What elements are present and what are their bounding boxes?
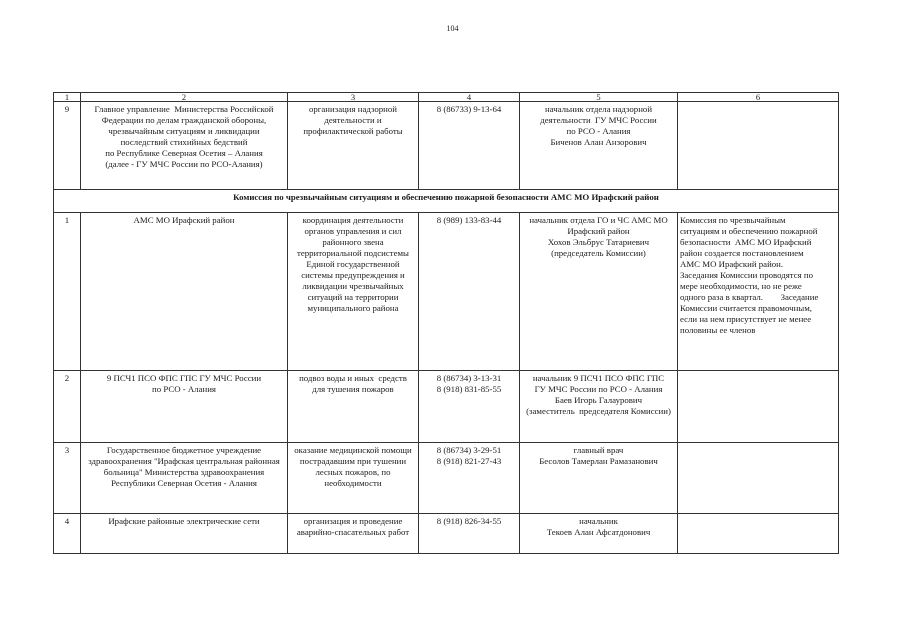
row-number-cell: 3	[54, 443, 81, 514]
function-cell	[288, 443, 419, 514]
row-number-cell: 1	[54, 213, 81, 371]
contact-line: ГУ МЧС России по РСО - Алания	[534, 384, 663, 394]
notes-cell	[678, 371, 839, 443]
column-number: 4	[419, 93, 520, 102]
phone-cell	[419, 102, 520, 190]
organization-line: чрезвычайным ситуациям и ликвидации	[108, 126, 260, 136]
organization-line: последствий стихийных бедствий	[120, 137, 248, 147]
notes-line: Комиссия по чрезвычайным	[680, 215, 786, 225]
phone-cell	[419, 514, 520, 554]
organization-cell	[81, 514, 288, 554]
row-number-cell: 9	[54, 102, 81, 190]
notes-line: одного раза в квартал. Заседание	[680, 292, 819, 302]
notes-cell	[678, 443, 839, 514]
organization-line: больница" Министерства здравоохранения	[103, 467, 265, 477]
contact-cell	[520, 443, 678, 514]
row-number-cell: 4	[54, 514, 81, 554]
function-line: оказание медицинской помощи	[294, 445, 412, 455]
organization-line: Государственное бюджетное учреждение	[106, 445, 262, 455]
function-cell	[288, 102, 419, 190]
column-number: 6	[678, 93, 839, 102]
contact-line: (заместитель председателя Комиссии)	[526, 406, 671, 416]
contact-line: начальник отдела надзорной	[544, 104, 653, 114]
function-line: для тушения пожаров	[312, 384, 394, 394]
function-line: пострадавшим при тушении	[299, 456, 407, 466]
phone-cell	[419, 213, 520, 371]
row-number-cell: 2	[54, 371, 81, 443]
organization-cell	[81, 213, 288, 371]
contact-cell	[520, 102, 678, 190]
function-line: территориальной подсистемы	[297, 248, 409, 258]
contact-line: Хохов Эльбрус Татариевич	[547, 237, 650, 247]
function-line: подвоз воды и иных средств	[299, 373, 407, 383]
organization-line: Республики Северная Осетия - Алания	[111, 478, 257, 488]
function-line: аварийно-спасательных работ	[296, 527, 410, 537]
phone-line: 8 (86734) 3-13-31	[436, 373, 502, 383]
contact-line: (председатель Комиссии)	[551, 248, 646, 258]
contact-line: Биченов Алан Анзорович	[550, 137, 647, 147]
organization-cell	[81, 102, 288, 190]
function-line: органов управления и сил	[304, 226, 402, 236]
contact-line: главный врач	[573, 445, 624, 455]
notes-line: Комиссии считается правомочным,	[680, 303, 812, 313]
column-number-row	[54, 93, 839, 102]
function-line: деятельности и	[324, 115, 382, 125]
function-line: районного звена	[322, 237, 384, 247]
table-body	[54, 102, 839, 554]
organization-line: АМС МО Ирафский район	[133, 215, 235, 225]
organization-cell	[81, 371, 288, 443]
contact-line: Баев Игорь Галаурович	[554, 395, 643, 405]
phone-line: 8 (989) 133-83-44	[436, 215, 502, 225]
phone-line: 8 (86733) 9-13-64	[436, 104, 502, 114]
column-number: 5	[520, 93, 678, 102]
function-line: системы предупреждения и	[301, 270, 405, 280]
contact-line: начальник 9 ПСЧ1 ПСО ФПС ГПС	[532, 373, 665, 383]
contact-cell	[520, 371, 678, 443]
phone-line: 8 (918) 826-34-55	[436, 516, 502, 526]
column-number: 3	[288, 93, 419, 102]
contact-line: начальник	[579, 516, 618, 526]
function-line: Единой государственной	[306, 259, 400, 269]
notes-cell	[678, 514, 839, 554]
function-line: ликвидации чрезвычайных	[302, 281, 404, 291]
notes-line: если на нем присутствует не менее	[680, 314, 812, 324]
function-cell	[288, 213, 419, 371]
notes-cell	[678, 102, 839, 190]
organization-line: (далее - ГУ МЧС России по РСО-Алания)	[105, 159, 263, 169]
notes-cell	[678, 213, 839, 371]
phone-cell	[419, 443, 520, 514]
section-title: Комиссия по чрезвычайным ситуациям и обеспечению пожарной безопасности АМС МО Ирафский район	[54, 190, 839, 213]
function-line: необходимости	[324, 478, 382, 488]
contact-cell	[520, 213, 678, 371]
table-row	[54, 102, 839, 190]
notes-line: мере необходимости, но не реже	[680, 281, 802, 291]
notes-line: ситуациям и обеспечению пожарной	[680, 226, 818, 236]
contact-line: Ирафский район	[567, 226, 630, 236]
phone-cell	[419, 371, 520, 443]
phone-line: 8 (918) 831-85-55	[436, 384, 502, 394]
notes-line: АМС МО Ирафский район.	[680, 259, 784, 269]
function-line: координация деятельности	[302, 215, 404, 225]
function-line: лесных пожаров, по	[315, 467, 391, 477]
contact-line: деятельности ГУ МЧС России	[540, 115, 657, 125]
contact-line: по РСО - Алания	[566, 126, 631, 136]
contact-line: начальник отдела ГО и ЧС АМС МО	[529, 215, 668, 225]
table-row	[54, 371, 839, 443]
section-header-row	[54, 190, 839, 213]
contact-line: Текоев Алан Афсатдонович	[546, 527, 651, 537]
notes-line: Заседания Комиссии проводятся по	[680, 270, 813, 280]
phone-line: 8 (86734) 3-29-51	[436, 445, 502, 455]
contact-cell	[520, 514, 678, 554]
function-line: организация и проведение	[303, 516, 403, 526]
table-row	[54, 213, 839, 371]
organization-line: Федерации по делам гражданской обороны,	[101, 115, 267, 125]
notes-line: половины ее членов	[680, 325, 756, 335]
phone-line: 8 (918) 821-27-43	[436, 456, 502, 466]
organization-cell	[81, 443, 288, 514]
organization-line: Главное управление Министерства Российской	[94, 104, 274, 114]
column-number: 2	[81, 93, 288, 102]
table-row	[54, 514, 839, 554]
page-number: 104	[446, 24, 459, 33]
organization-line: 9 ПСЧ1 ПСО ФПС ГПС ГУ МЧС России	[106, 373, 262, 383]
organization-line: по РСО - Алания	[152, 384, 216, 394]
notes-line: район создается постановлением	[680, 248, 804, 258]
table-row	[54, 443, 839, 514]
function-line: муниципального района	[307, 303, 399, 313]
notes-line: безопасности АМС МО Ирафский	[680, 237, 812, 247]
function-line: ситуаций на территории	[307, 292, 399, 302]
contact-line: Бесолов Тамерлан Рамазанович	[539, 456, 658, 466]
organization-line: здравоохранения "Ирафская центральная районная	[88, 456, 280, 466]
function-cell	[288, 371, 419, 443]
organization-line: Ирафские районные электрические сети	[108, 516, 260, 526]
function-cell	[288, 514, 419, 554]
function-line: профилактической работы	[303, 126, 403, 136]
commission-table	[53, 92, 839, 554]
column-number: 1	[54, 93, 81, 102]
organization-line: по Республике Северная Осетия – Алания	[105, 148, 263, 158]
function-line: организация надзорной	[309, 104, 397, 114]
